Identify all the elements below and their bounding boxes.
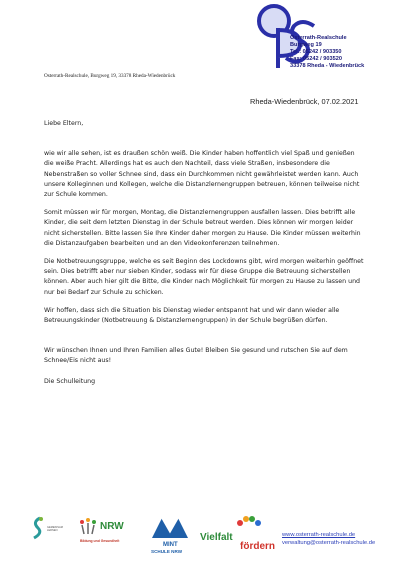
school-name: Osterrath-Realschule (290, 35, 347, 41)
vielfalt-logo (236, 514, 262, 530)
mint-line1: MINT (163, 542, 178, 548)
signature: Die Schulleitung (44, 377, 96, 385)
school-address-block (290, 35, 364, 70)
website-link[interactable]: www.osterrath-realschule.de (282, 532, 356, 538)
paragraph-5: Wir wünschen Ihnen und Ihren Familien alles Gute! Bleiben Sie gesund und rutschen Sie auf dem Schnee/Eis nicht aus! (44, 347, 348, 365)
nrw-program-logo (78, 518, 100, 536)
date-line: Rheda-Wiedenbrück, 07.02.2021 (250, 97, 359, 106)
gemeinsam-lernen-text: GEMEINSAM LERNEN (47, 526, 63, 532)
school-city: 33378 Rheda - Wiedenbrück (290, 63, 365, 69)
letter-body (44, 119, 364, 387)
vielfalt-line1: Vielfalt (200, 532, 233, 543)
paragraph-1: wie wir alle sehen, ist es draußen schön weiß. Die Kinder haben hoffentlich viel Spaß und genießen die weiße Pracht. Allerdings hat es auch den Nachteil, dass viele Straßen, insbesondere die Nebenstraßen so voller Schnee sind, dass ein Durchkommen nicht gewährleistet werden kann. Auch unsere Kolleginnen und Kollegen, welche die Distanzlernengruppen betreuen, können teilweise nicht zur Schule kommen. (44, 150, 360, 199)
vielfalt-line2: fördern (240, 541, 275, 552)
sender-line: Osterrath-Realschule, Burgweg 19, 33378 Rheda-Wiedenbrück (44, 73, 176, 79)
gemeinsam-lernen-logo (30, 516, 44, 542)
paragraph-4: Wir hoffen, dass sich die Situation bis Dienstag wieder entspannt hat und wir dann wieder alle Betreuungskinder (Notbetreuung & Distanzlernengruppen) in der Schule begrüßen dürfen. (44, 306, 340, 325)
mint-line2: SCHULE NRW (151, 549, 183, 554)
mint-logo (150, 514, 190, 540)
school-phone: Tel.: 05242 / 903350 (290, 49, 342, 55)
nrw-letters: NRW (100, 521, 124, 532)
contact-block (282, 532, 375, 547)
email-link[interactable]: verwaltung@osterrath-realschule.de (282, 539, 376, 546)
paragraph-2: Somit müssen wir für morgen, Montag, die Distanzlernengruppen ausfallen lassen. Dies betrifft alle Kinder, die seit dem letzten Dienstag in der Schule betreut werden. Dies können wir morgen leider nicht sicherstellen. Bitte lassen Sie Ihre Kinder daher morgen zu Hause. Die Kinder müssen weiterhin die Distanzaufgaben bearbeiten und an den Videokonferenzen teilnehmen. (44, 209, 361, 247)
paragraph-3: Die Notbetreuungsgruppe, welche es seit Beginn des Lockdowns gibt, wird morgen weiterhin geöffnet sein. Dies betrifft aber nur sieben Kinder, sodass wir für diese Gruppe die Betreuung sicherstellen können. Aber auch hier gilt die Bitte, die Kinder nach Möglichkeit für morgen zu Hause zu lassen und nur bei Bedarf zur Schule zu schicken. (44, 258, 364, 296)
school-street: Burgweg 19 (290, 42, 322, 48)
school-fax: Fax: 05242 / 903520 (290, 56, 342, 62)
salutation: Liebe Eltern, (44, 120, 84, 127)
nrw-caption: Bildung und Gesundheit (80, 539, 120, 543)
